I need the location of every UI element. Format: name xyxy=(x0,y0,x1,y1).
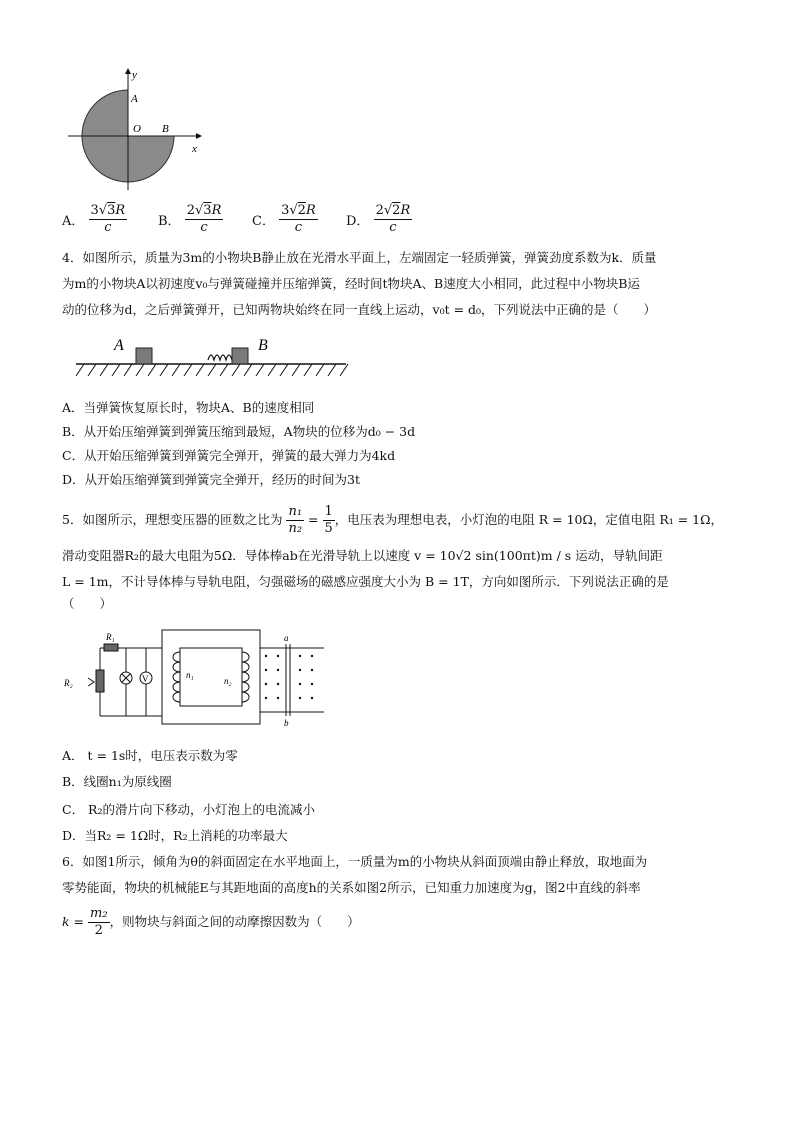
block-a xyxy=(136,348,152,364)
turns-ratio-value: $\frac{1}{5}$ xyxy=(324,504,333,536)
turns-ratio-fraction: $\frac{\text{n₁}}{\text{n₂}}$ xyxy=(288,504,303,536)
block-a-label: A xyxy=(114,337,124,354)
rod-end-b-label: b xyxy=(284,718,289,728)
ground-hatching xyxy=(76,364,348,376)
block-b-label: B xyxy=(258,337,268,354)
conductor-rod-ab xyxy=(286,644,290,716)
block-b xyxy=(232,348,248,364)
q5-option-d[interactable]: D．当R₂ = 1Ω时，R₂上消耗的功率最大 xyxy=(62,828,288,843)
spring-coil xyxy=(208,355,232,360)
q4-option-c[interactable]: C．从开始压缩弹簧到弹簧完全弹开，弹簧的最大弹力为4kd xyxy=(62,448,396,463)
q6-stem-line-2: 零势能面，物块的机械能E与其距地面的高度h的关系如图2所示，已知重力加速度为g，图2中直线的斜率 xyxy=(62,880,641,895)
q4-option-d[interactable]: D．从开始压缩弹簧到弹簧完全弹开，经历的时间为3t xyxy=(62,472,360,487)
r2-label: R₂ xyxy=(64,678,73,688)
q6-stem-line-3: k = $\frac{\text{m₂}}{2}$ ，则物块与斜面之间的动摩擦因数为（ ） xyxy=(62,906,360,938)
q3-option-b[interactable]: B． $\frac{2√3R}{c}$ xyxy=(158,203,222,235)
n2-label: n₂ xyxy=(224,676,232,686)
voltmeter-label: V xyxy=(142,674,149,684)
q3-figure xyxy=(60,66,210,196)
x-axis-label: x xyxy=(192,143,197,155)
point-a-label: A xyxy=(131,93,138,105)
q5-option-c[interactable]: C． R₂的滑片向下移动，小灯泡上的电流减小 xyxy=(62,802,315,817)
q5-stem-line-2: 滑动变阻器R₂的最大电阻为5Ω．导体棒ab在光滑导轨上以速度 v = 10√2 sin(100πt)m / s 运动，导轨间距 xyxy=(62,548,663,563)
y-axis-arrow xyxy=(125,68,131,74)
q5-stem-line-4: （ ） xyxy=(62,596,113,611)
y-axis-label: y xyxy=(132,69,137,81)
q4-figure xyxy=(72,334,352,384)
q5-stem-line-3: L = 1m，不计导体棒与导轨电阻，匀强磁场的磁感应强度大小为 B = 1T，方向如图所示．下列说法正确的是 xyxy=(62,574,669,589)
q4-option-b[interactable]: B．从开始压缩弹簧到弹簧压缩到最短，A物块的位移为d₀ − 3d xyxy=(62,424,416,439)
x-axis-arrow xyxy=(196,133,202,139)
q4-stem-line-3: 动的位移为d，之后弹簧弹开，已知两物块始终在同一直线上运动，v₀t = d₀，下列说法中正确的是（ ） xyxy=(62,302,657,317)
resistor-r1 xyxy=(104,644,118,651)
q3-option-d[interactable]: D． $\frac{2√2R}{c}$ xyxy=(346,203,411,235)
origin-label: O xyxy=(133,123,141,135)
q3-option-a[interactable]: A． $\frac{3√3R}{c}$ xyxy=(62,203,126,235)
q4-stem-line-2: 为m的小物块A以初速度v₀与弹簧碰撞并压缩弹簧，经时间t物块A、B速度大小相同，此过程中小物块B运 xyxy=(62,276,640,291)
n1-label: n₁ xyxy=(186,670,194,680)
point-b-label: B xyxy=(162,123,169,135)
r1-label: R₁ xyxy=(106,632,115,642)
q5-option-b[interactable]: B．线圈n₁为原线圈 xyxy=(62,774,172,789)
q6-stem-line-1: 6．如图1所示，倾角为θ的斜面固定在水平地面上，一质量为m的小物块从斜面顶端由静止释放，取地面为 xyxy=(62,854,648,869)
rod-end-a-label: a xyxy=(284,633,289,643)
magnetic-field-dots xyxy=(265,655,313,699)
rheostat-r2 xyxy=(96,670,104,692)
q5-stem-line-1: 5．如图所示，理想变压器的匝数之比为 $\frac{\text{n₁}}{\text{n₂}}$ = $\frac{1}{5}$ ，电压表为理想电表，小灯泡的电阻 R = 10Ω，定值电阻 R₁ = 1Ω， xyxy=(62,504,723,536)
slope-fraction: $\frac{\text{m₂}}{2}$ xyxy=(90,906,108,938)
q4-stem-line-1: 4．如图所示，质量为3m的小物块B静止放在光滑水平面上，左端固定一轻质弹簧，弹簧劲度系数为k．质量 xyxy=(62,250,657,265)
secondary-coil xyxy=(242,652,249,702)
q3-option-c[interactable]: C． $\frac{3√2R}{c}$ xyxy=(252,203,316,235)
q5-circuit-figure xyxy=(62,622,326,732)
q4-option-a[interactable]: A．当弹簧恢复原长时，物块A、B的速度相同 xyxy=(62,400,315,415)
q5-option-a[interactable]: A． t = 1s时，电压表示数为零 xyxy=(62,748,238,763)
primary-coil xyxy=(173,652,180,702)
rheostat-slider xyxy=(88,678,94,686)
